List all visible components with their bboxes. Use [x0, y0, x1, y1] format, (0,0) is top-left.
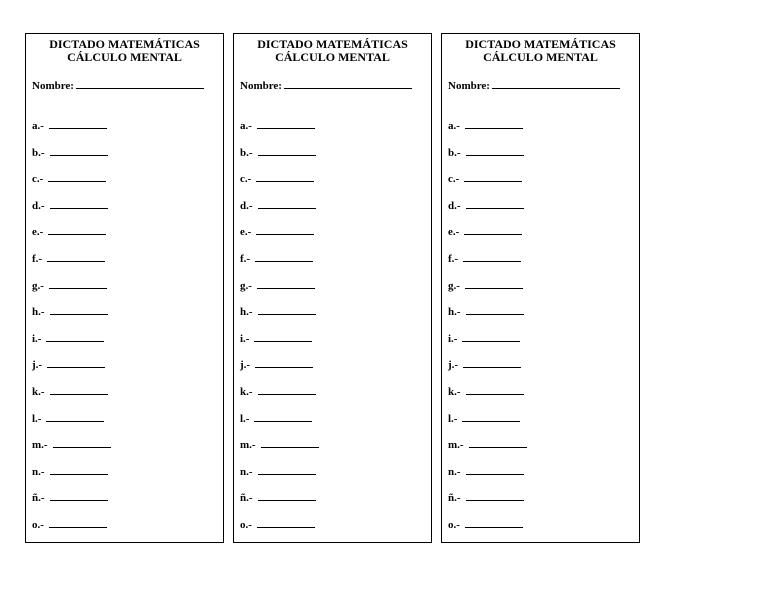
answer-item	[32, 119, 107, 133]
answer-item-label: o.-	[448, 519, 460, 531]
answer-item	[448, 412, 520, 426]
answer-blank-line[interactable]	[463, 358, 521, 368]
answer-item-label: a.-	[240, 120, 252, 132]
answer-blank-line[interactable]	[258, 305, 316, 315]
answer-blank-line[interactable]	[257, 279, 315, 289]
answer-item-label: a.-	[448, 120, 460, 132]
answer-item-label: g.-	[240, 279, 252, 292]
answer-blank-line[interactable]	[254, 332, 312, 342]
answer-item-label: e.-	[32, 226, 44, 239]
answer-item-label: j.-	[240, 359, 251, 372]
answer-item	[32, 358, 105, 372]
answer-item	[448, 252, 521, 266]
answer-blank-line[interactable]	[254, 412, 312, 422]
answer-blank-line[interactable]	[258, 465, 316, 475]
answer-item-label: k.-	[32, 386, 45, 398]
answer-item	[448, 225, 522, 239]
answer-item	[240, 199, 316, 213]
answer-item	[32, 252, 105, 266]
card-title-line-1: DICTADO MATEMÁTICAS	[465, 37, 616, 51]
answer-blank-line[interactable]	[48, 172, 106, 182]
answer-item	[32, 199, 108, 213]
answer-item	[240, 465, 316, 479]
answer-blank-line[interactable]	[465, 518, 523, 528]
answer-item-label: h.-	[448, 306, 461, 319]
answer-item	[240, 518, 315, 532]
card-title-line-1: DICTADO MATEMÁTICAS	[257, 37, 408, 51]
answer-item-label: i.-	[240, 332, 250, 345]
answer-item	[240, 252, 313, 266]
name-row	[240, 79, 412, 92]
answer-blank-line[interactable]	[256, 225, 314, 235]
answer-item-label: b.-	[448, 146, 461, 159]
answer-item-label: k.-	[240, 386, 253, 398]
answer-item-label: h.-	[32, 306, 45, 319]
answer-blank-line[interactable]	[464, 172, 522, 182]
answer-blank-line[interactable]	[256, 172, 314, 182]
answer-item-label: o.-	[32, 519, 44, 531]
answer-blank-line[interactable]	[465, 119, 523, 129]
answer-item	[32, 146, 108, 160]
answer-item	[240, 358, 313, 372]
name-row	[32, 79, 204, 92]
answer-blank-line[interactable]	[462, 412, 520, 422]
dictation-card-3	[441, 33, 640, 543]
answer-item	[448, 305, 524, 319]
answer-blank-line[interactable]	[48, 225, 106, 235]
answer-item-label: f.-	[448, 253, 459, 265]
answer-item-label: f.-	[240, 253, 251, 265]
answer-blank-line[interactable]	[466, 491, 524, 501]
name-label: Nombre:	[32, 80, 74, 92]
answer-blank-line[interactable]	[257, 119, 315, 129]
answer-item	[240, 332, 312, 346]
answer-item-label: m.-	[240, 439, 256, 452]
answer-item-label: l.-	[240, 412, 250, 425]
answer-item	[32, 305, 108, 319]
answer-item-label: d.-	[448, 199, 461, 212]
answer-item	[448, 438, 527, 452]
answer-item-label: c.-	[240, 173, 252, 186]
name-label: Nombre:	[448, 80, 490, 92]
answer-blank-line[interactable]	[50, 305, 108, 315]
answer-item	[448, 518, 523, 532]
answer-item-label: m.-	[32, 439, 48, 452]
answer-blank-line[interactable]	[255, 358, 313, 368]
answer-item	[240, 172, 314, 186]
card-title-line-2: CÁLCULO MENTAL	[275, 50, 390, 64]
answer-item	[32, 225, 106, 239]
name-blank-line[interactable]	[284, 79, 412, 89]
answer-item	[240, 305, 316, 319]
name-label: Nombre:	[240, 80, 282, 92]
answer-item	[448, 172, 522, 186]
answer-item	[240, 438, 319, 452]
answer-item	[32, 438, 111, 452]
answer-blank-line[interactable]	[49, 279, 107, 289]
answer-blank-line[interactable]	[258, 146, 316, 156]
answer-item	[240, 491, 316, 505]
name-blank-line[interactable]	[492, 79, 620, 89]
answer-item-label: h.-	[240, 306, 253, 319]
answer-blank-line[interactable]	[464, 225, 522, 235]
answer-blank-line[interactable]	[466, 305, 524, 315]
answer-item-label: j.-	[32, 359, 43, 372]
answer-item	[240, 225, 314, 239]
answer-item-label: i.-	[32, 332, 42, 345]
answer-blank-line[interactable]	[469, 438, 527, 448]
answer-blank-line[interactable]	[463, 252, 521, 262]
answer-item	[32, 491, 108, 505]
answer-item	[32, 279, 107, 293]
answer-item-label: o.-	[240, 519, 252, 531]
answer-item	[448, 146, 524, 160]
answer-item-label: l.-	[448, 412, 458, 425]
answer-item	[448, 332, 520, 346]
answer-item-label: n.-	[448, 465, 461, 478]
answer-item	[448, 358, 521, 372]
card-title	[26, 38, 223, 64]
answer-item-label: m.-	[448, 439, 464, 452]
answer-item-label: c.-	[448, 173, 460, 186]
answer-item-label: k.-	[448, 386, 461, 398]
card-title	[234, 38, 431, 64]
answer-blank-line[interactable]	[50, 146, 108, 156]
answer-item-label: ñ.-	[32, 492, 45, 505]
answer-blank-line[interactable]	[257, 518, 315, 528]
answer-item	[448, 119, 523, 133]
answer-blank-line[interactable]	[466, 199, 524, 209]
answer-item-label: g.-	[448, 279, 460, 292]
answer-blank-line[interactable]	[50, 385, 108, 395]
card-title-line-2: CÁLCULO MENTAL	[483, 50, 598, 64]
answer-item-label: b.-	[32, 146, 45, 159]
answer-item-label: e.-	[240, 226, 252, 239]
answer-blank-line[interactable]	[466, 385, 524, 395]
answer-blank-line[interactable]	[258, 385, 316, 395]
answer-item-label: c.-	[32, 173, 44, 186]
card-title-line-2: CÁLCULO MENTAL	[67, 50, 182, 64]
answer-blank-line[interactable]	[465, 279, 523, 289]
answer-blank-line[interactable]	[258, 491, 316, 501]
answer-item-label: d.-	[32, 199, 45, 212]
answer-item	[240, 146, 316, 160]
answer-blank-line[interactable]	[50, 491, 108, 501]
answer-blank-line[interactable]	[258, 199, 316, 209]
answer-item-label: ñ.-	[240, 492, 253, 505]
answer-item-label: n.-	[32, 465, 45, 478]
answer-item-label: a.-	[32, 120, 44, 132]
answer-item-label: f.-	[32, 253, 43, 265]
answer-item	[448, 385, 524, 399]
answer-item	[32, 412, 104, 426]
answer-item	[240, 385, 316, 399]
answer-item-label: i.-	[448, 332, 458, 345]
answer-blank-line[interactable]	[46, 332, 104, 342]
name-row	[448, 79, 620, 92]
answer-item	[32, 385, 108, 399]
answer-item-label: e.-	[448, 226, 460, 239]
answer-item	[448, 491, 524, 505]
answer-item	[32, 332, 104, 346]
answer-blank-line[interactable]	[50, 465, 108, 475]
answer-blank-line[interactable]	[50, 199, 108, 209]
answer-item	[32, 518, 107, 532]
answer-item-label: ñ.-	[448, 492, 461, 505]
answer-item	[240, 279, 315, 293]
dictation-card-2	[233, 33, 432, 543]
answer-blank-line[interactable]	[49, 119, 107, 129]
answer-blank-line[interactable]	[46, 412, 104, 422]
dictation-card-1	[25, 33, 224, 543]
answer-item-label: g.-	[32, 279, 44, 292]
answer-item	[240, 412, 312, 426]
answer-item-label: b.-	[240, 146, 253, 159]
card-title-line-1: DICTADO MATEMÁTICAS	[49, 37, 200, 51]
answer-item	[32, 465, 108, 479]
card-title	[442, 38, 639, 64]
answer-item	[448, 465, 524, 479]
answer-blank-line[interactable]	[47, 358, 105, 368]
answer-item	[240, 119, 315, 133]
answer-blank-line[interactable]	[49, 518, 107, 528]
answer-item-label: n.-	[240, 465, 253, 478]
answer-item	[32, 172, 106, 186]
answer-blank-line[interactable]	[466, 146, 524, 156]
answer-blank-line[interactable]	[466, 465, 524, 475]
answer-item-label: l.-	[32, 412, 42, 425]
answer-blank-line[interactable]	[47, 252, 105, 262]
answer-blank-line[interactable]	[255, 252, 313, 262]
answer-blank-line[interactable]	[53, 438, 111, 448]
name-blank-line[interactable]	[76, 79, 204, 89]
answer-item-label: d.-	[240, 199, 253, 212]
answer-item	[448, 199, 524, 213]
answer-blank-line[interactable]	[261, 438, 319, 448]
answer-item	[448, 279, 523, 293]
answer-item-label: j.-	[448, 359, 459, 372]
answer-blank-line[interactable]	[462, 332, 520, 342]
